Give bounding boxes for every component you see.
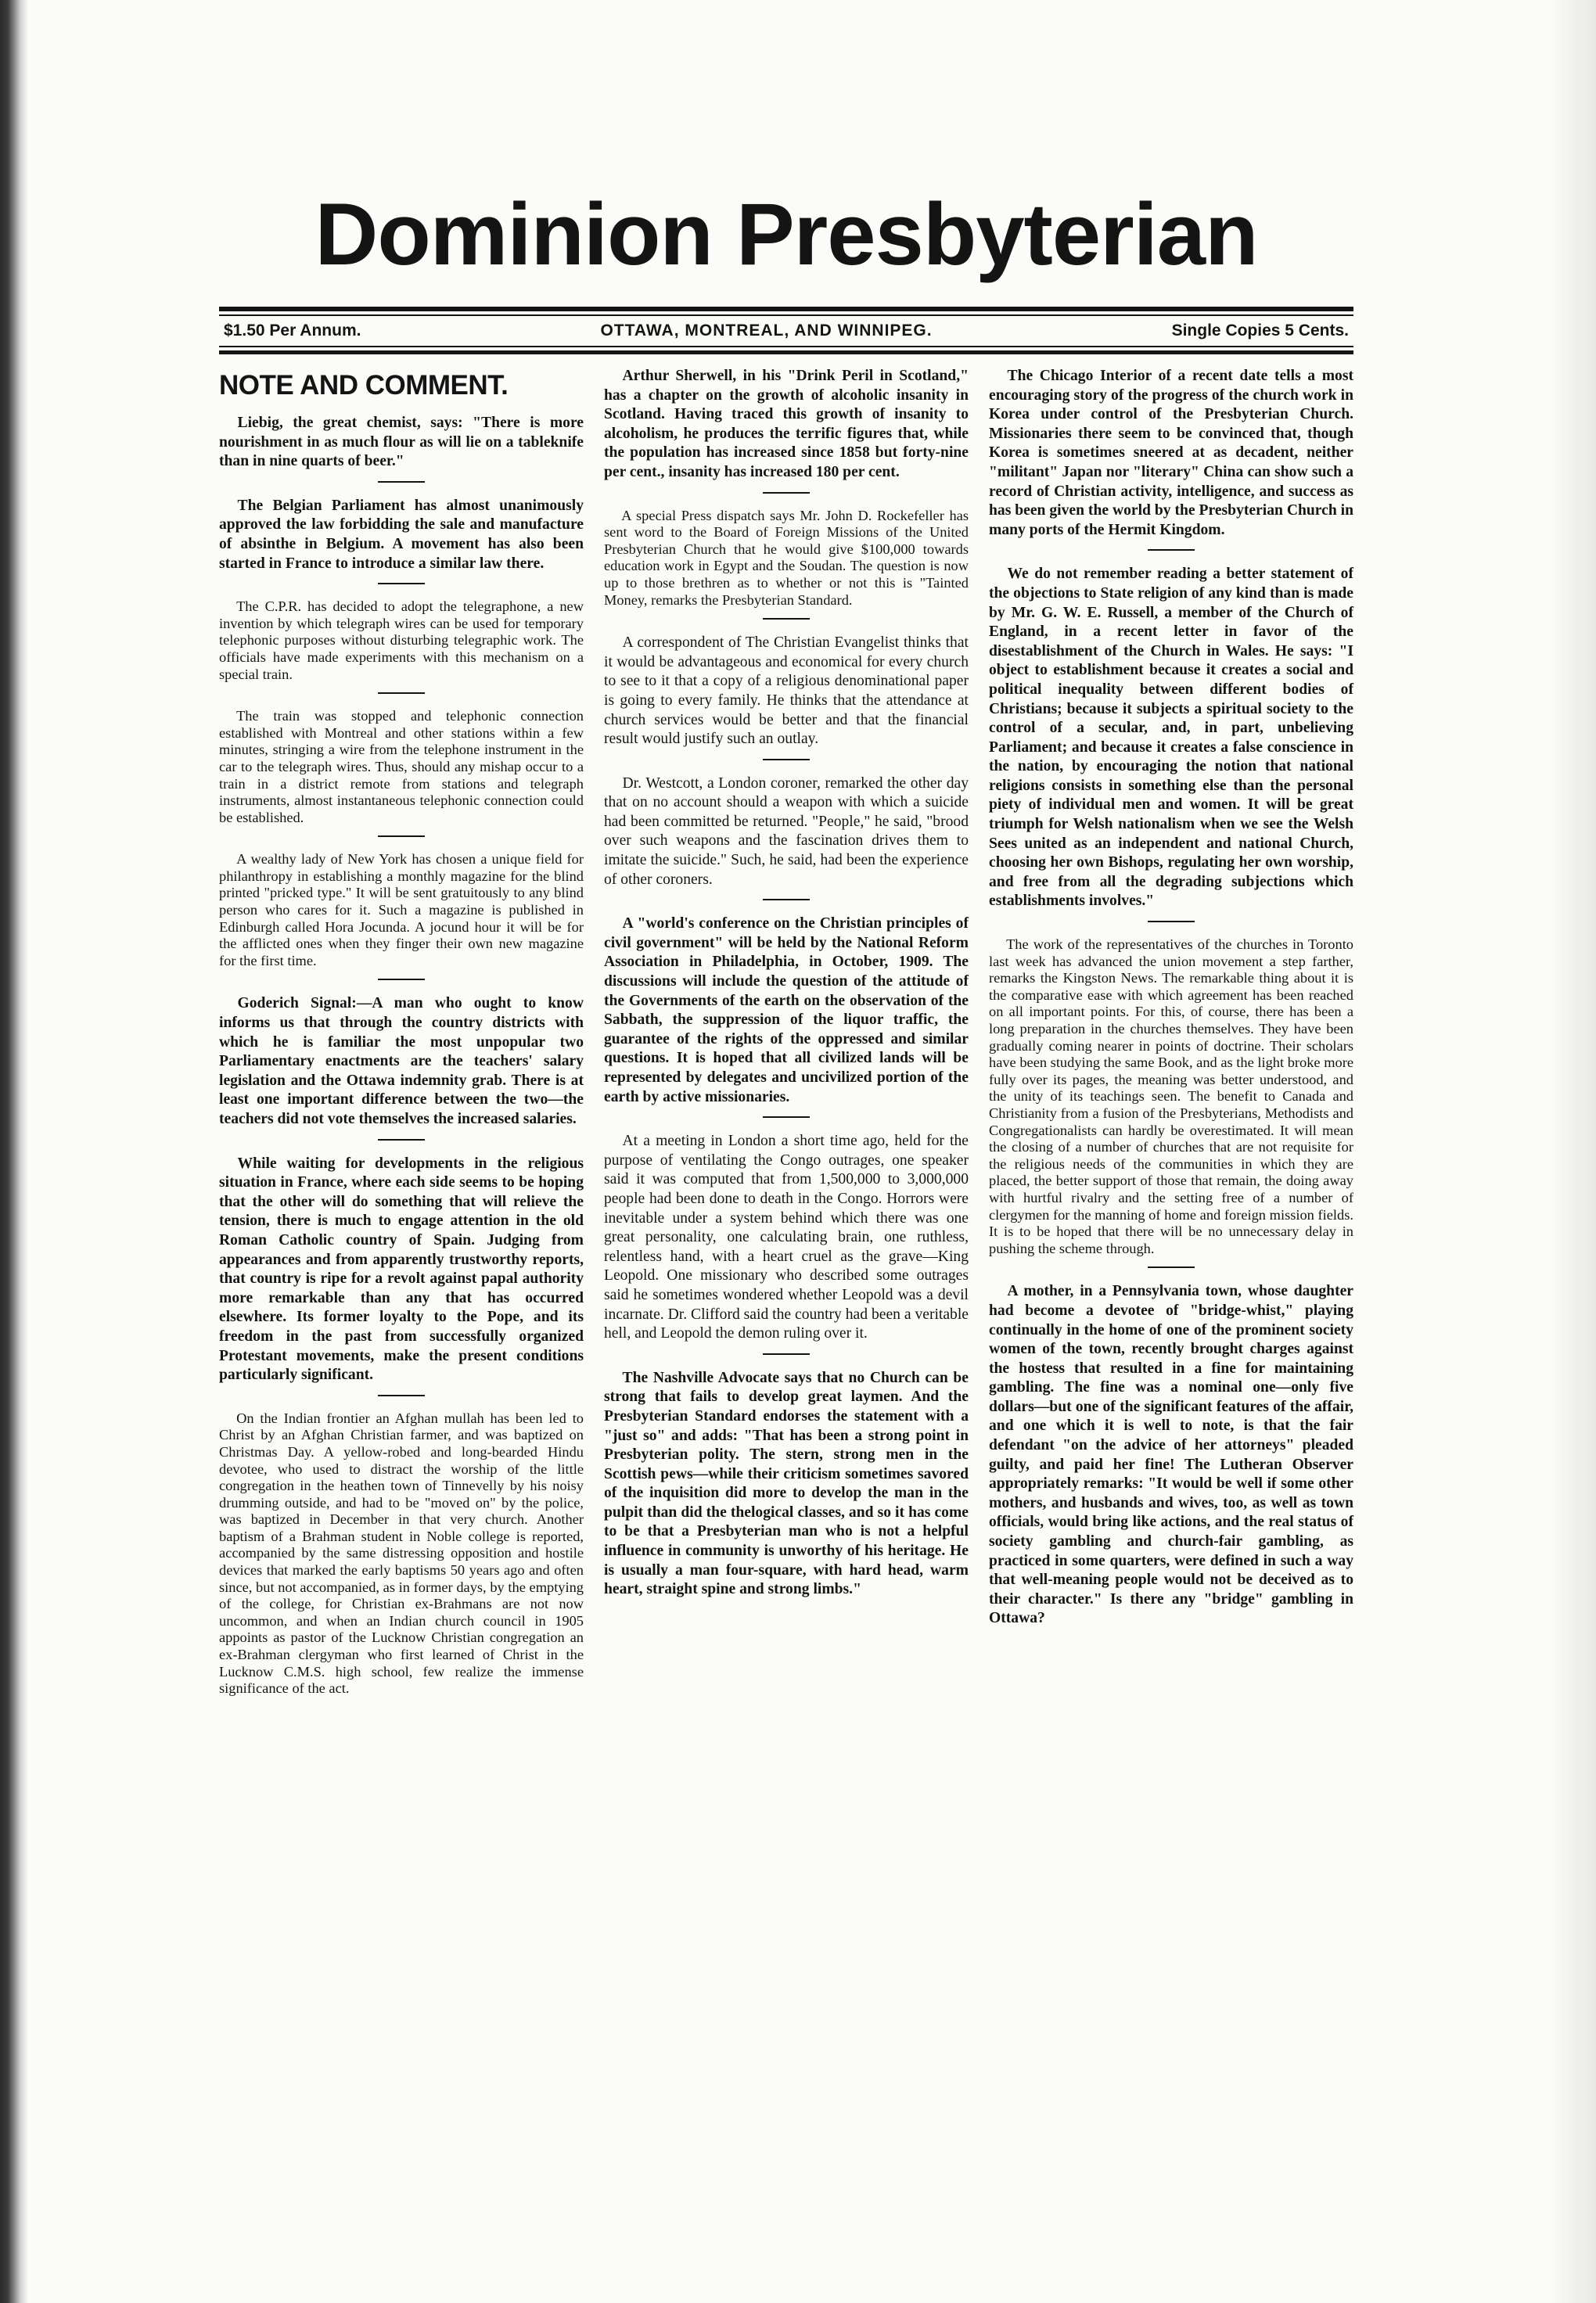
news-item: The work of the representatives of the churches in Toronto last week has advanced the union movement a step farther, remarks the Kingston News. The remarkable thing about it is the comparative ease with which agreement has been reached on all important points. For this, of course, there has been a long preparation in the churches themselves. They have been gradually coming nearer in points of doctrine. Their scholars have been studying the same Book, and as the light broke more fully over its pages, the meaning was better understood, and the unity of its teachings seen. The benefit to Canada and Christianity from a fusion of the Presbyterians, Methodists and Congregationalists can hardly be overestimated. It will mean the closing of a number of churches that are not requisite for the religious needs of the communities in which they are placed, the better support of those that remain, the doing away with hurtful rivalry and the setting free of a number of clergymen for the manning of home and foreign mission fields. It is to be hoped that there will be no unnecessary delay in pushing the scheme through. — [989, 936, 1353, 1256]
item-divider — [378, 583, 425, 584]
column-2 — [604, 367, 969, 1705]
news-item: A special Press dispatch says Mr. John D. Rockefeller has sent word to the Board of Foreign Missions of the United Presbyterian Church that he would give $100,000 towards education work in Egypt and the Soudan. The question is now up to those brethren as to whether or not this is "Tainted Money, remarks the Presbyterian Standard. — [604, 507, 969, 608]
news-item: At a meeting in London a short time ago, held for the purpose of ventilating the Congo outrages, one speaker said it was computed that from 1,500,000 to 3,000,000 people had been done to death in the Congo. Horrors were inevitable under a system behind which there was one great personality, one calculating brain, one ruthless, relentless hand, with a heart cruel as the grave—King Leopold. One missionary who described some outrages said he sometimes wondered whether Leopold was a devil incarnate. Dr. Clifford said the country had been a veritable hell, and Leopold the demon ruling over it. — [604, 1133, 969, 1342]
subscription-price: $1.50 Per Annum. — [224, 322, 361, 340]
section-title: NOTE AND COMMENT. — [219, 370, 509, 401]
item-divider — [378, 1395, 425, 1396]
item-divider — [378, 1139, 425, 1141]
item-divider — [763, 759, 810, 760]
news-item: While waiting for developments in the religious situation in France, where each side seems to be hoping that the other will do something that will relieve the tension, there is much to engage attention in the old Roman Catholic country of Spain. Judging from appearances and from apparently trustworthy reports, that country is ripe for a revolt against papal authority more remarkable than any that has occurred elsewhere. Its former loyalty to the Pope, and its freedom in the past from successfully organized Protestant movements, make the present conditions particularly significant. — [219, 1155, 584, 1384]
news-item: The C.P.R. has decided to adopt the telegraphone, a new invention by which telegraph wires can be used for temporary telephonic purposes without disturbing telegraphic work. The officials have made experiments with this mechanism on a special train. — [219, 598, 584, 682]
column-3 — [989, 367, 1353, 1705]
item-divider — [378, 979, 425, 980]
news-item: Goderich Signal:—A man who ought to know informs us that through the country districts with which he is familiar the most unpopular two Parliamentary enactments are the teachers' salary legislation and the Ottawa indemnity grab. There is at least one important difference between the two—the teachers did not vote themselves the increased salaries. — [219, 995, 584, 1127]
single-copy-price: Single Copies 5 Cents. — [1171, 322, 1349, 340]
article-columns — [219, 367, 1353, 1705]
item-divider — [378, 481, 425, 483]
masthead-title: Dominion Presbyterian — [315, 185, 1258, 283]
news-item: Arthur Sherwell, in his "Drink Peril in Scotland," has a chapter on the growth of alcoholic insanity in Scotland. Having traced this growth of insanity to alcoholism, he produces the terrific figures that, while the population has increased since 1858 but forty-nine per cent., insanity has increased 180 per cent. — [604, 368, 969, 480]
page-edge-left — [0, 0, 28, 2303]
column-1 — [219, 367, 584, 1705]
news-item: A wealthy lady of New York has chosen a unique field for philanthropy in establishing a monthly magazine for the blind printed "pricked type." It will be sent gratuitously to any blind person who cares for it. Such a magazine is published in Edinburgh called Hora Jocunda. A jocund hour it will be for the afflicted ones when they finger their own new magazine for the first time. — [219, 851, 584, 968]
item-divider — [378, 692, 425, 694]
item-divider — [378, 835, 425, 837]
item-divider — [1148, 549, 1195, 551]
publication-cities: OTTAWA, MONTREAL, AND WINNIPEG. — [600, 322, 933, 340]
subhead-rule-heavy — [219, 350, 1353, 354]
news-item: The Nashville Advocate says that no Church can be strong that fails to develop great laymen. And the Presbyterian Standard endorses the statement with a "just so" and adds: "That has been a strong point in Presbyterian polity. The stern, strong men in the Scottish pews—while their criticism sometimes savored of the inquisition did more to develop the man in the pulpit than did the thelogical classes, and so it has come to be that a Presbyterian man who is not a helpful influence in community is unworthy of his heritage. He is usually a man four-square, with hard head, warm heart, straight spine and strong limbs." — [604, 1369, 969, 1598]
page-edge-right — [1549, 0, 1596, 2303]
news-item: On the Indian frontier an Afghan mullah has been led to Christ by an Afghan Christian farmer, and was baptized on Christmas Day. A yellow-robed and long-bearded Hindu devotee, who used to distract the worship of the little congregation in the heathen town of Tinnevelly by his noisy drumming outside, and had to be "moved on" by the police, was baptized in December in that very church. Another baptism of a Brahman student in Noble college is reported, accompanied by the same distressing opposition and hostile devices that marked the early baptisms 50 years ago and often since, but not accompanied, as in former days, by the emptying of the college, for Christian ex-Brahmans are not now uncommon, and when an Indian church council in 1905 appoints as pastor of the Lucknow Christian congregation an ex-Brahman clergyman who first learned of Christ in the Lucknow C.M.S. high school, few realize the immense significance of the act. — [219, 1410, 584, 1697]
subhead-rule — [219, 346, 1353, 347]
item-divider — [763, 899, 810, 900]
item-divider — [763, 492, 810, 494]
news-item: The Belgian Parliament has almost unanimously approved the law forbidding the sale and manufacture of absinthe in Belgium. A movement has also been started in France to introduce a similar law there. — [219, 497, 584, 572]
masthead-rule — [219, 307, 1353, 316]
item-divider — [1148, 921, 1195, 922]
item-divider — [763, 1116, 810, 1118]
news-item: A mother, in a Pennsylvania town, whose daughter had become a devotee of "bridge-whist," playing continually in the home of one of the prominent society women of the town, recently brought charges against the hostess that resulted in a fine for maintaining gambling. The fine was a nominal one—only five dollars—but one of the significant features of the affair, and one which it is well to note, is that the fair defendant "on the advice of her attorneys" pleaded guilty, and paid her fine! The Lutheran Observer appropriately remarks: "It would be well if some other mothers, and husbands and wives, too, as well as town officials, would bring like actions, and the real status of society gambling and church-fair gambling, as practiced in some quarters, were defined in such a way that well-meaning people would not be deceived as to their character." Is there any "bridge" gambling in Ottawa? — [989, 1283, 1353, 1627]
news-item: A correspondent of The Christian Evangelist thinks that it would be advantageous and economical for every church to see to it that a copy of a religious denominational paper is going to every family. He thinks that the attendance at church services would be better and that the financial result would justify such an outlay. — [604, 634, 969, 748]
newspaper-page — [219, 180, 1353, 2292]
item-divider — [1148, 1266, 1195, 1268]
subhead-bar — [219, 316, 1353, 346]
news-item: The Chicago Interior of a recent date tells a most encouraging story of the progress of the church work in Korea under control of the Presbyterian Church. Missionaries there seem to be convinced that, though Korea is sometimes sneered at as decadent, neither "militant" Japan nor "literary" China can show such a record of Christian activity, intelligence, and success as has been given the world by the Presbyterian Church in many ports of the Hermit Kingdom. — [989, 368, 1353, 538]
item-divider — [763, 1353, 810, 1355]
news-item: Liebig, the great chemist, says: "There is more nourishment in as much flour as will lie on a tableknife than in nine quarts of beer." — [219, 415, 584, 470]
news-item: We do not remember reading a better statement of the objections to State religion of any kind than is made by Mr. G. W. E. Russell, a member of the Church of England, in a recent letter in favor of the disestablishment of the Church in Wales. He says: "I object to establishment because it creates a social and political inequality between different bodies of Christians; because it subjects a spiritual society to the control of a secular, and, in part, unbelieving Parliament; and because it creates a false conscience in the nation, by encouraging the notion that national religions consists in something else than the personal piety of individual men and women. It will be great triumph for Welsh nationalism when we see the Welsh Sees united as an independent and national Church, choosing her own Bishops, regulating her own worship, and free from all the degrading subjections which establishments involves." — [989, 566, 1353, 910]
news-item: Dr. Westcott, a London coroner, remarked the other day that on no account should a weapon with which a suicide had been committed be returned. "People," he said, "brood over such weapons and the fascination drives them to imitate the suicide." Such, he said, had been the experience of other coroners. — [604, 774, 969, 888]
news-item: A "world's conference on the Christian principles of civil government" will be held by the National Reform Association in Philadelphia, in October, 1909. The discussions will include the question of the attitude of the Governments of the earth on the observation of the Sabbath, the suppression of the liquor traffic, the guarantee of the rights of the oppressed and similar questions. It is hoped that all civilized lands will be represented by delegates and uncivilized portion of the earth by active missionaries. — [604, 915, 969, 1105]
item-divider — [763, 618, 810, 620]
news-item: The train was stopped and telephonic connection established with Montreal and other stations within a few minutes, stringing a wire from the telephone instrument in the car to the telegraph wires. Thus, should any mishap occur to a train in a district remote from stations and telegraph instruments, almost instantaneous telephonic connection could be established. — [219, 708, 584, 825]
